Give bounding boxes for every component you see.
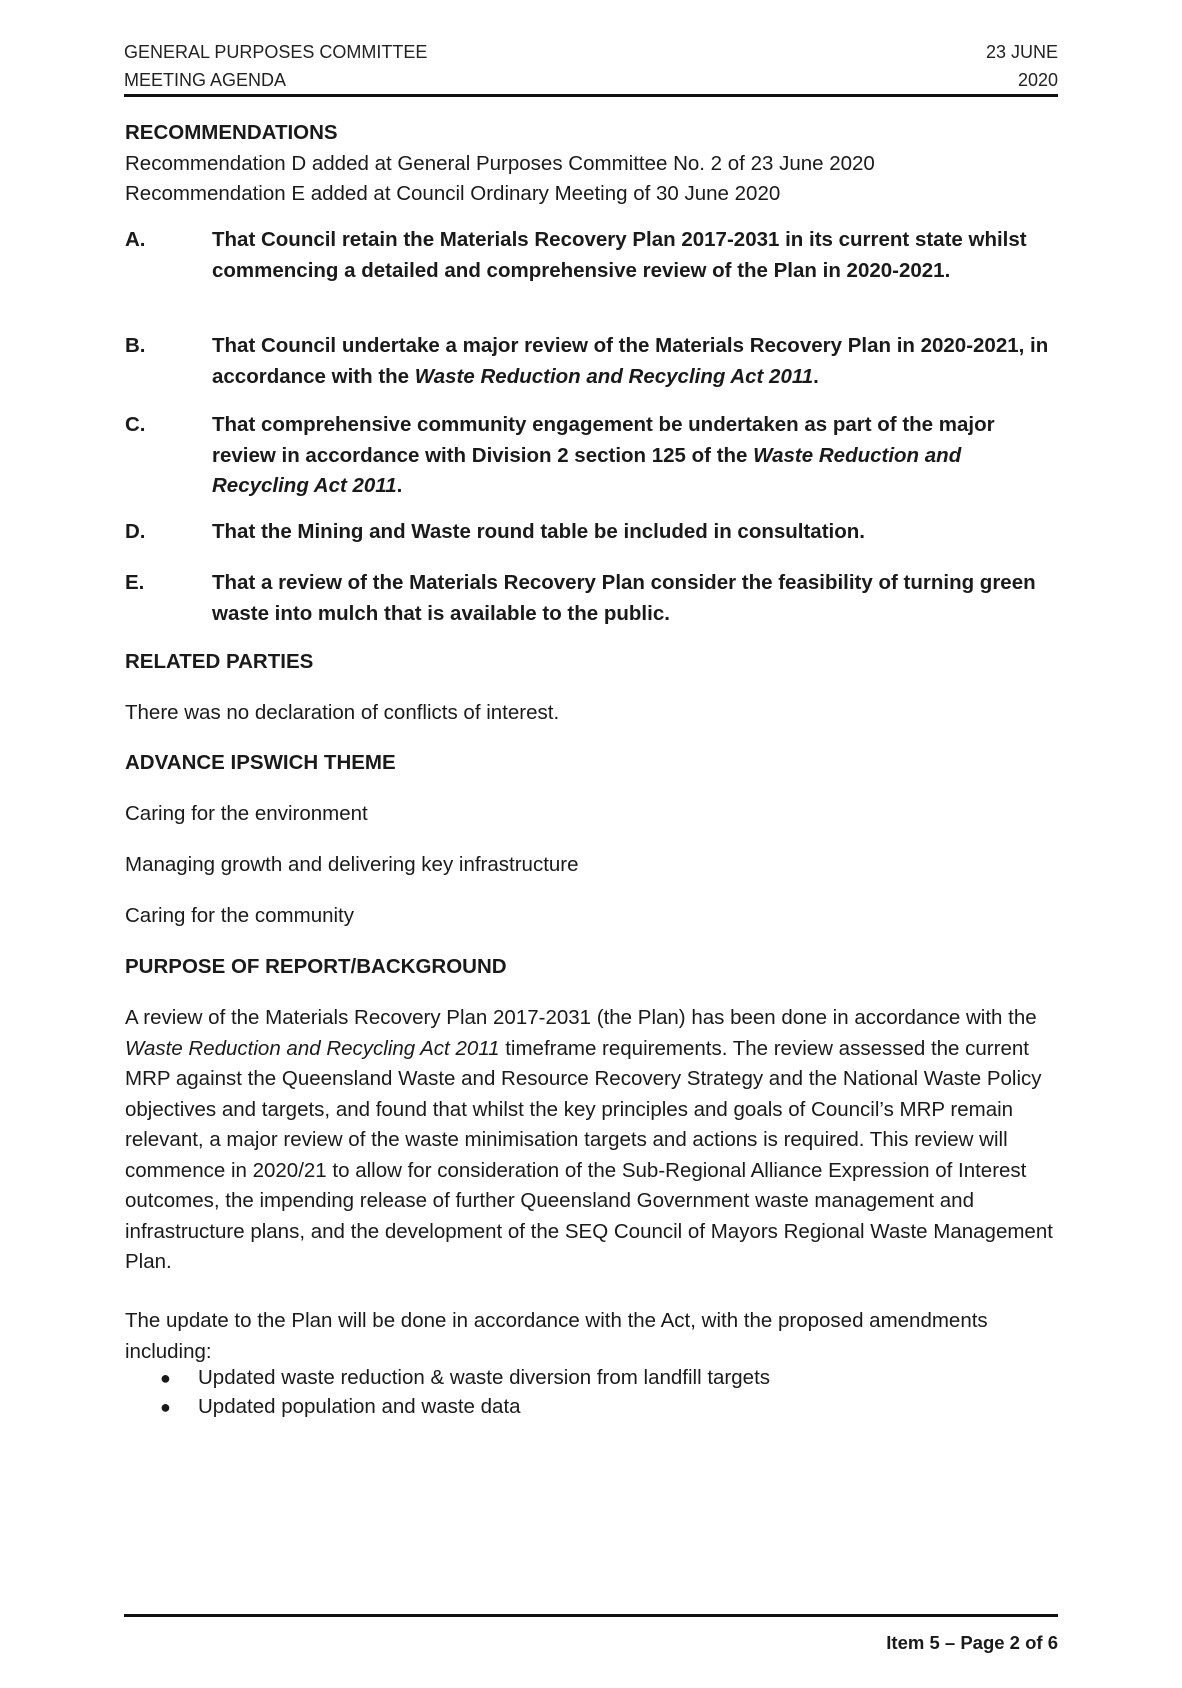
recommendations-heading: RECOMMENDATIONS <box>125 121 338 144</box>
act-title: Waste Reduction and Recycling Act 2011 <box>212 443 962 497</box>
recommendation-text: That a review of the Materials Recovery Plan consider the feasibility of turning green waste into mulch that is available to the public. <box>212 571 1036 625</box>
purpose-heading: PURPOSE OF REPORT/BACKGROUND <box>125 955 507 978</box>
footer-divider <box>124 1614 1058 1617</box>
act-title: Waste Reduction and Recycling Act 2011 <box>414 364 814 388</box>
header-left <box>124 38 427 94</box>
bullet-icon: ● <box>160 1397 171 1417</box>
recommendation-letter: C. <box>125 413 146 436</box>
theme-item: Caring for the community <box>125 904 355 927</box>
header-right <box>986 38 1058 94</box>
agenda-label: MEETING AGENDA <box>124 70 287 90</box>
bullet-text: Updated population and waste data <box>198 1395 521 1418</box>
advance-ipswich-heading: ADVANCE IPSWICH THEME <box>125 751 396 774</box>
header-divider <box>124 94 1058 97</box>
recommendation-letter: B. <box>125 334 146 357</box>
recommendations-section <box>125 118 1055 210</box>
bullet-text: Updated waste reduction & waste diversion from landfill targets <box>198 1366 771 1389</box>
recommendation-text: That comprehensive community engagement be undertaken as part of the major review in accordance with Division 2 section 125 of the Waste Reduction and Recycling Act 2011. <box>212 413 995 497</box>
page-number: Item 5 – Page 2 of 6 <box>886 1632 1058 1653</box>
related-parties-heading: RELATED PARTIES <box>125 650 314 673</box>
recommendation-text: That the Mining and Waste round table be included in consultation. <box>212 520 865 543</box>
recommendation-note: Recommendation D added at General Purposes Committee No. 2 of 23 June 2020 <box>125 151 875 175</box>
meeting-year: 2020 <box>1017 70 1058 90</box>
recommendation-text: That Council retain the Materials Recovery Plan 2017-2031 in its current state whilst commencing a detailed and comprehensive review of the Plan in 2020-2021. <box>212 228 1027 282</box>
meeting-date: 23 JUNE <box>985 42 1058 62</box>
recommendation-note: Recommendation E added at Council Ordinary Meeting of 30 June 2020 <box>125 182 781 205</box>
related-parties-text: There was no declaration of conflicts of interest. <box>125 701 560 724</box>
bullet-icon: ● <box>160 1368 171 1388</box>
recommendation-text: That Council undertake a major review of the Materials Recovery Plan in 2020-2021, in accordance with the Waste Reduction and Recycling Act 2011. <box>212 334 1049 388</box>
theme-item: Managing growth and delivering key infrastructure <box>125 853 579 876</box>
committee-name: GENERAL PURPOSES COMMITTEE <box>124 42 428 62</box>
act-title: Waste Reduction and Recycling Act 2011 <box>125 1036 500 1060</box>
recommendation-letter: A. <box>125 228 146 251</box>
recommendation-letter: E. <box>125 571 145 594</box>
recommendation-letter: D. <box>125 520 146 543</box>
purpose-paragraph: A review of the Materials Recovery Plan 2017-2031 (the Plan) has been done in accordance with the Waste Reduction and Recycling Act 2011 timeframe requirements. The review assessed the current MRP against the Queensland Waste and Resource Recovery Strategy and the National Waste Policy objectives and targets, and found that whilst the key principles and goals of Council’s MRP remain relevant, a major review of the waste minimisation targets and actions is required. This review will commence in 2020/21 to allow for consideration of the Sub-Regional Alliance Expression of Interest outcomes, the impending release of further Queensland Government waste management and infrastructure plans, and the development of the SEQ Council of Mayors Regional Waste Management Plan. <box>125 1006 1053 1273</box>
theme-item: Caring for the environment <box>125 802 368 825</box>
purpose-paragraph: The update to the Plan will be done in accordance with the Act, with the proposed amendments including: <box>125 1309 988 1363</box>
